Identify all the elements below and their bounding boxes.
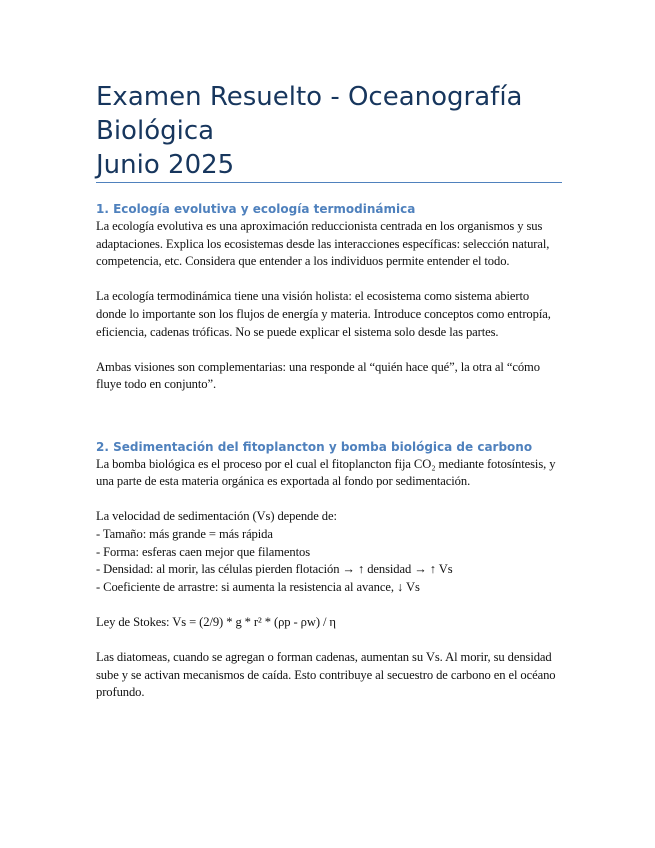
section-1-paragraph-3: Ambas visiones son complementarias: una responde al “quién hace qué”, la otra al “cómo fluye todo en conjunto”. (96, 359, 540, 392)
section-2-closing: Las diatomeas, cuando se agregan o forman cadenas, aumentan su Vs. Al morir, su densidad sube y se activan mecanismos de caída. Esto contribuye al secuestro de carbono en el océano profundo. (96, 650, 556, 700)
factor-item: - Coeficiente de arrastre: si aumenta la resistencia al avance, ↓ Vs (96, 579, 420, 594)
factor-item: - Forma: esferas caen mejor que filamentos (96, 544, 311, 559)
section-1-paragraph-2: La ecología termodinámica tiene una visión holista: el ecosistema como sistema abierto donde lo importante son los flujos de energía y materia. Introduce conceptos como entropía, eficiencia, cadenas tróficas. No se puede explicar el sistema solo desde las partes. (96, 289, 551, 339)
section-2-heading: 2. Sedimentación del fitoplancton y bomba biológica de carbono (96, 439, 533, 454)
section-1-paragraph-1: La ecología evolutiva es una aproximación reduccionista centrada en los organismos y sus adaptaciones. Explica los ecosistemas desde las interacciones específicas: selección natural, competencia, etc. Considera que entender a los individuos permite entender el todo. (96, 219, 550, 269)
section-1-heading: 1. Ecología evolutiva y ecología termodinámica (96, 202, 416, 216)
title-line-1: Examen Resuelto - Oceanografía (96, 82, 523, 112)
title-divider (96, 182, 562, 183)
factor-item: - Densidad: al morir, las células pierden flotación → ↑ densidad → ↑ Vs (96, 562, 453, 577)
factor-item: - Tamaño: más grande = más rápida (96, 526, 273, 541)
document-title (96, 80, 562, 182)
title-line-3: Junio 2025 (96, 150, 235, 180)
velocity-intro: La velocidad de sedimentación (Vs) depende de: (96, 509, 337, 524)
title-line-2: Biológica (96, 116, 215, 146)
section-2-paragraph-1: La bomba biológica es el proceso por el cual el fitoplancton fija CO₂ mediante fotosíntesis, y una parte de esta materia orgánica es exportada al fondo por sedimentación. (96, 456, 556, 489)
document-body (96, 200, 562, 702)
stokes-law: Ley de Stokes: Vs = (2/9) * g * r² * (ρp - ρw) / η (96, 614, 336, 629)
